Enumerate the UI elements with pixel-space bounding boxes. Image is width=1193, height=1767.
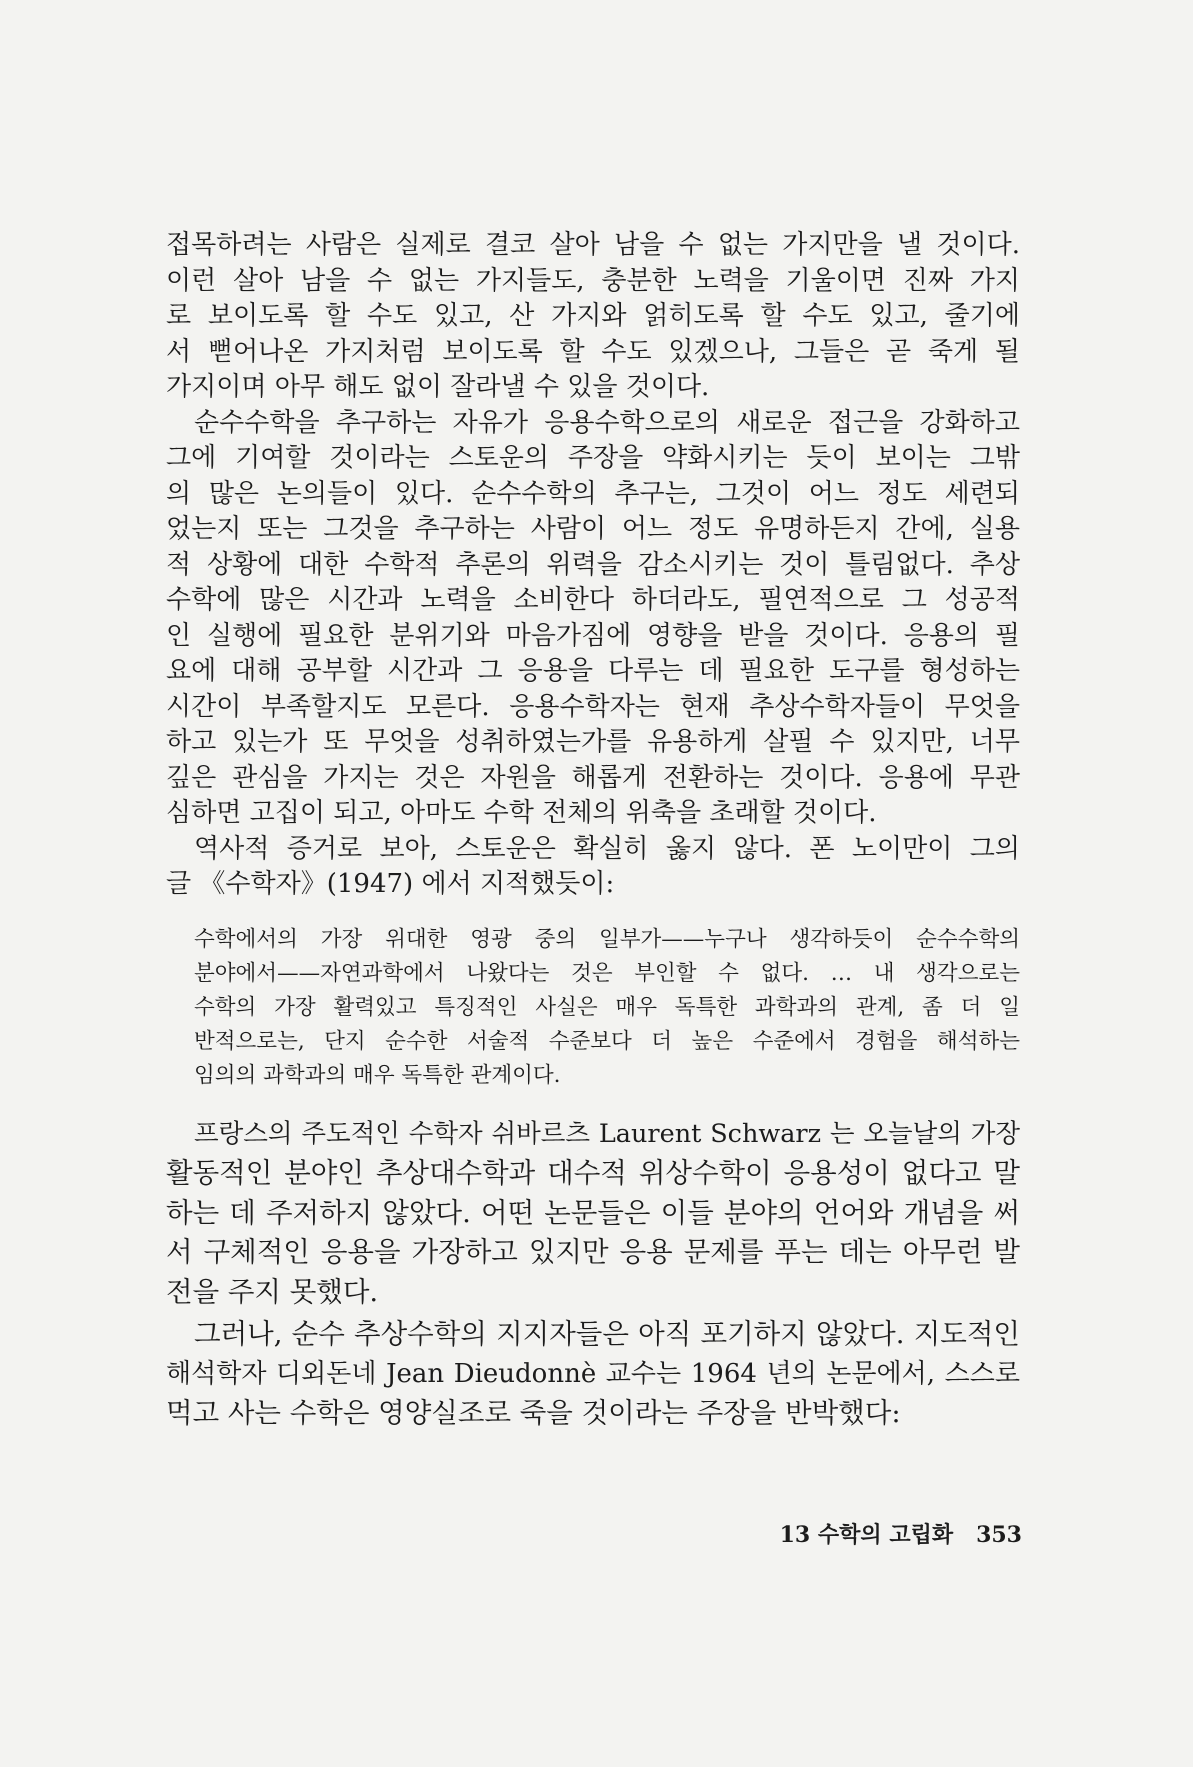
text-line: 순수수학을 추구하는 자유가 응용수학으로의 새로운 접근을 강화하고 xyxy=(194,407,1020,438)
text-line: 서 구체적인 응용을 가장하고 있지만 응용 문제를 푸는 데는 아무런 발 xyxy=(166,1236,1020,1268)
text-line: 로 보이도록 할 수도 있고, 산 가지와 얽히도록 할 수도 있고, 줄기에 xyxy=(166,301,1020,331)
text-line: 글 《수학자》(1947) 에서 지적했듯이: xyxy=(166,869,615,899)
quote-line: 수학의 가장 활력있고 특징적인 사실은 매우 독특한 과학과의 관계, 좀 더 일 xyxy=(194,994,1020,1020)
text-line: 전을 주지 못했다. xyxy=(166,1275,379,1308)
text-line: 먹고 사는 수학은 영양실조로 죽을 것이라는 주장을 반박했다: xyxy=(166,1397,901,1429)
text-line: 가지이며 아무 해도 없이 잘라낼 수 있을 것이다. xyxy=(166,372,710,402)
page-footer xyxy=(748,1518,1022,1549)
text-line: 시간이 부족할지도 모른다. 응용수학자는 현재 추상수학자들이 무엇을 xyxy=(166,691,1020,722)
text-line: 해석학자 디외돈네 Jean Dieudonnè 교수는 1964 년의 논문에서, 스스로 xyxy=(166,1358,1020,1389)
text-line: 이런 살아 남을 수 없는 가지들도, 충분한 노력을 기울이면 진짜 가지 xyxy=(166,265,1020,296)
quote-line: 임의의 과학과의 매우 독특한 관계이다. xyxy=(194,1062,561,1088)
text-line: 그에 기여할 것이라는 스토운의 주장을 약화시키는 듯이 보이는 그밖 xyxy=(166,443,1020,473)
paragraph-1 xyxy=(166,228,1020,406)
page-number: 353 xyxy=(976,1522,1022,1548)
paragraph-3 xyxy=(166,832,1020,903)
text-line: 심하면 고집이 되고, 아마도 수학 전체의 위축을 초래할 것이다. xyxy=(166,798,877,828)
paragraph-4 xyxy=(166,1115,1020,1313)
text-line: 하고 있는가 또 무엇을 성취하였는가를 유용하게 살필 수 있지만, 너무 xyxy=(166,727,1020,757)
text-line: 그러나, 순수 추상수학의 지지자들은 아직 포기하지 않았다. 지도적인 xyxy=(194,1318,1020,1350)
page-body xyxy=(166,228,1020,1434)
text-line: 하는 데 주저하지 않았다. 어떤 논문들은 이들 분야의 언어와 개념을 써 xyxy=(166,1196,1020,1229)
text-line: 인 실행에 필요한 분위기와 마음가짐에 영향을 받을 것이다. 응용의 필 xyxy=(166,620,1020,651)
text-line: 요에 대해 공부할 시간과 그 응용을 다루는 데 필요한 도구를 형성하는 xyxy=(166,656,1020,686)
quote-line: 분야에서——자연과학에서 나왔다는 것은 부인할 수 없다. … 내 생각으로는 xyxy=(194,960,1020,986)
text-line: 활동적인 분야인 추상대수학과 대수적 위상수학이 응용성이 없다고 말 xyxy=(166,1157,1020,1189)
paragraph-2 xyxy=(166,406,1020,832)
quote-line: 반적으로는, 단지 순수한 서술적 수준보다 더 높은 수준에서 경험을 해석하는 xyxy=(194,1028,1020,1054)
text-line: 접목하려는 사람은 실제로 결코 살아 남을 수 없는 가지만을 낼 것이다. xyxy=(166,230,1020,260)
text-line: 프랑스의 주도적인 수학자 쉬바르츠 Laurent Schwarz 는 오늘날의 가장 xyxy=(194,1118,1020,1149)
text-line: 서 뻗어나온 가지처럼 보이도록 할 수도 있겠으나, 그들은 곧 죽게 될 xyxy=(166,336,1020,367)
text-line: 수학에 많은 시간과 노력을 소비한다 하더라도, 필연적으로 그 성공적 xyxy=(166,585,1020,615)
block-quote xyxy=(166,923,1020,1093)
chapter-title: 수학의 고립화 xyxy=(817,1522,954,1548)
text-line: 깊은 관심을 가지는 것은 자원을 해롭게 전환하는 것이다. 응용에 무관 xyxy=(166,762,1020,793)
text-line: 의 많은 논의들이 있다. 순수수학의 추구는, 그것이 어느 정도 세련되 xyxy=(166,478,1020,509)
chapter-number: 13 xyxy=(779,1522,811,1548)
paragraph-5 xyxy=(166,1315,1020,1434)
quote-line: 수학에서의 가장 위대한 영광 중의 일부가——누구나 생각하듯이 순수수학의 xyxy=(194,926,1020,952)
text-line: 적 상황에 대한 수학적 추론의 위력을 감소시키는 것이 틀림없다. 추상 xyxy=(166,549,1020,580)
text-line: 었는지 또는 그것을 추구하는 사람이 어느 정도 유명하든지 간에, 실용 xyxy=(166,514,1020,544)
text-line: 역사적 증거로 보아, 스토운은 확실히 옳지 않다. 폰 노이만이 그의 xyxy=(194,833,1020,864)
